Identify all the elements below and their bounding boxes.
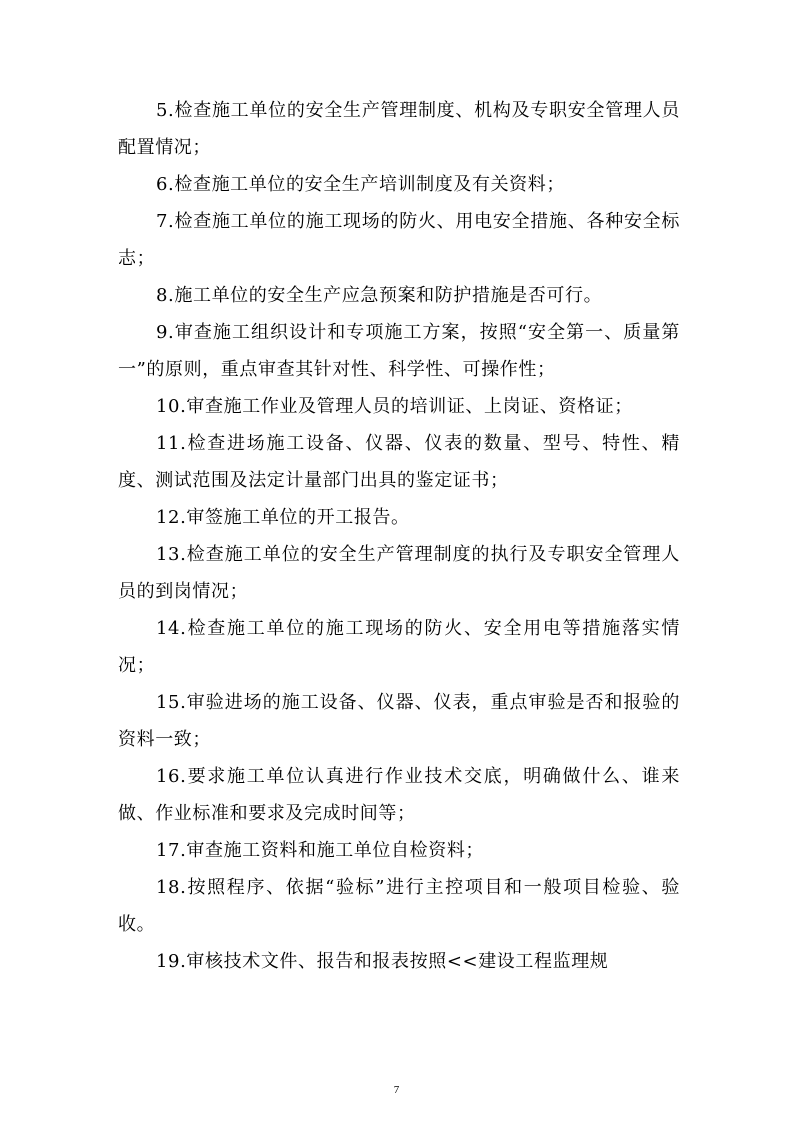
paragraph-item-14: 14.检查施工单位的施工现场的防火、安全用电等措施落实情况； [118,618,680,676]
paragraph-item-12: 12.审签施工单位的开工报告。 [156,507,410,528]
paragraph-item-8: 8.施工单位的安全生产应急预案和防护措施是否可行。 [156,285,603,306]
paragraph-item-10: 10.审查施工作业及管理人员的培训证、上岗证、资格证； [156,396,633,417]
paragraph-item-15: 15.审验进场的施工设备、仪器、仪表，重点审验是否和报验的资料一致； [118,692,680,750]
paragraph-item-6: 6.检查施工单位的安全生产培训制度及有关资料； [156,174,565,195]
paragraph-item-9: 9.审查施工组织设计和专项施工方案，按照“安全第一、质量第一”的原则，重点审查其针对性、科学性、可操作性； [118,322,680,380]
paragraph-item-11: 11.检查进场施工设备、仪器、仪表的数量、型号、特性、精度、测试范围及法定计量部门出具的鉴定证书； [118,433,680,491]
paragraph-item-5: 5.检查施工单位的安全生产管理制度、机构及专职安全管理人员配置情况； [118,100,680,158]
paragraph-item-13: 13.检查施工单位的安全生产管理制度的执行及专职安全管理人员的到岗情况； [118,544,680,602]
document-body [118,92,680,980]
paragraph-item-16: 16.要求施工单位认真进行作业技术交底，明确做什么、谁来做、作业标准和要求及完成时间等； [118,766,680,824]
paragraph-item-19: 19.审核技术文件、报告和报表按照<<建设工程监理规 [156,951,609,972]
page-number: 7 [393,1084,400,1096]
paragraph-item-17: 17.审查施工资料和施工单位自检资料； [156,840,485,861]
paragraph-item-18: 18.按照程序、依据“验标”进行主控项目和一般项目检验、验收。 [118,877,680,935]
paragraph-item-7: 7.检查施工单位的施工现场的防火、用电安全措施、各种安全标志； [118,211,680,269]
